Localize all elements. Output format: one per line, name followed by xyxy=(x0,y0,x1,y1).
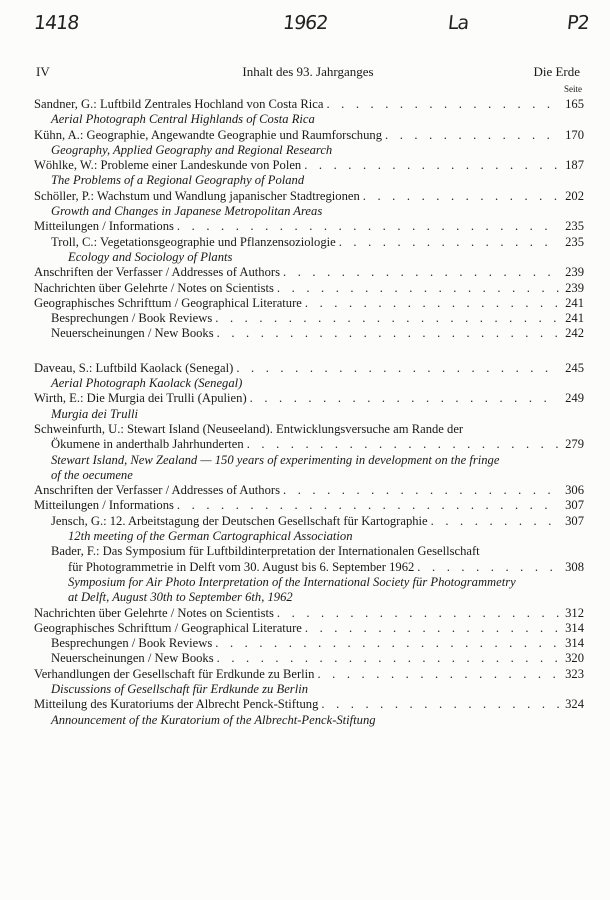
toc-entry xyxy=(34,158,584,189)
page-ref: 235 xyxy=(565,219,584,234)
toc-entry xyxy=(34,219,584,234)
toc-entry xyxy=(34,326,584,341)
entry-title: Anschriften der Verfasser / Addresses of Authors xyxy=(34,265,280,280)
entry-translation: Symposium for Air Photo Interpretation of the International Society für Photogrammetry xyxy=(68,574,516,589)
page-ref: 307 xyxy=(565,498,584,513)
handwritten-number: 1418 xyxy=(32,12,80,34)
page-ref: 242 xyxy=(565,326,584,341)
entry-title: Mitteilung des Kuratoriums der Albrecht Penck-Stiftung xyxy=(34,697,319,712)
page-ref: 241 xyxy=(565,311,584,326)
entry-title: Sandner, G.: Luftbild Zentrales Hochland von Costa Rica xyxy=(34,97,324,111)
page-header xyxy=(36,64,580,82)
page-ref: 241 xyxy=(565,295,584,310)
page-ref: 308 xyxy=(565,559,584,574)
entry-title: Troll, C.: Vegetationsgeographie und Pflanzensoziologie xyxy=(51,234,336,249)
toc-entry xyxy=(34,606,584,621)
entry-title: Neuerscheinungen / New Books xyxy=(51,651,214,666)
page-ref: 323 xyxy=(565,666,584,681)
toc-entry xyxy=(34,498,584,513)
toc-entry xyxy=(34,483,584,498)
entry-title: Neuerscheinungen / New Books xyxy=(51,326,214,341)
entry-title: Bader, F.: Das Symposium für Luftbildinterpretation der Internationalen Gesellschaft xyxy=(51,544,480,559)
entry-title: Wirth, E.: Die Murgia dei Trulli (Apulien) xyxy=(34,391,247,406)
toc-entry xyxy=(34,544,584,605)
journal-name: Die Erde xyxy=(533,64,580,79)
toc-entry xyxy=(34,636,584,651)
entry-translation: Murgia dei Trulli xyxy=(51,406,138,421)
page-ref: 314 xyxy=(565,636,584,651)
toc-entry xyxy=(34,189,584,220)
entry-title: Jensch, G.: 12. Arbeitstagung der Deutschen Gesellschaft für Kartographie xyxy=(51,513,428,528)
page-ref: 187 xyxy=(565,158,584,173)
entry-title-continued: für Photogrammetrie in Delft vom 30. August bis 6. September 1962 xyxy=(68,559,415,574)
page-ref: 245 xyxy=(565,360,584,375)
page-ref: 320 xyxy=(565,651,584,666)
page-ref: 314 xyxy=(565,620,584,635)
entry-translation: The Problems of a Regional Geography of Poland xyxy=(51,173,305,188)
handwritten-code: P2 xyxy=(565,12,590,34)
toc-entry xyxy=(34,296,584,311)
entry-title: Schöller, P.: Wachstum und Wandlung japanischer Stadtregionen xyxy=(34,188,360,203)
toc-entry xyxy=(34,97,584,128)
entry-title: Besprechungen / Book Reviews xyxy=(51,311,213,326)
entry-title-continued: Ökumene in anderthalb Jahrhunderten xyxy=(51,437,244,452)
page-ref: 170 xyxy=(565,127,584,142)
entry-title: Mitteilungen / Informations xyxy=(34,219,174,234)
toc-entry xyxy=(34,514,584,545)
entry-translation: Announcement of the Kuratorium of the Albrecht-Penck-Stiftung xyxy=(51,712,376,727)
entry-title: Daveau, S.: Luftbild Kaolack (Senegal) xyxy=(34,360,234,375)
entry-title: Verhandlungen der Gesellschaft für Erdkunde zu Berlin xyxy=(34,666,315,681)
entry-title: Schweinfurth, U.: Stewart Island (Neuseeland). Entwicklungsversuche am Rande der xyxy=(34,421,464,436)
entry-title: Anschriften der Verfasser / Addresses of Authors xyxy=(34,483,280,498)
page-ref: 312 xyxy=(565,605,584,620)
toc-entry xyxy=(34,235,584,266)
toc-entry xyxy=(34,621,584,636)
handwritten-year: 1962 xyxy=(281,12,329,34)
page-title: Inhalt des 93. Jahrganges xyxy=(242,64,374,79)
toc-entry xyxy=(34,128,584,159)
toc-entry xyxy=(34,281,584,296)
column-label-seite: Seite xyxy=(564,84,582,94)
page-ref: 202 xyxy=(565,188,584,203)
toc-entry xyxy=(34,265,584,280)
handwritten-note: La xyxy=(446,12,470,34)
entry-translation: Ecology and Sociology of Plants xyxy=(68,249,233,264)
page-ref: 279 xyxy=(565,437,584,452)
page-ref: 165 xyxy=(565,97,584,111)
entry-translation-continued: at Delft, August 30th to September 6th, 1962 xyxy=(68,590,293,605)
toc-entry xyxy=(34,422,584,483)
entry-translation: Growth and Changes in Japanese Metropolitan Areas xyxy=(51,204,323,219)
page-ref: 235 xyxy=(565,234,584,249)
toc-entry xyxy=(34,667,584,698)
entry-title: Besprechungen / Book Reviews xyxy=(51,636,213,651)
entry-translation: Geography, Applied Geography and Regional Research xyxy=(51,142,333,157)
entry-translation: Aerial Photograph Central Highlands of Costa Rica xyxy=(51,112,315,127)
entry-translation: Discussions of Gesellschaft für Erdkunde zu Berlin xyxy=(51,681,308,696)
entry-title: Wöhlke, W.: Probleme einer Landeskunde von Polen xyxy=(34,158,302,173)
entry-title: Nachrichten über Gelehrte / Notes on Scientists xyxy=(34,280,274,295)
entry-title: Mitteilungen / Informations xyxy=(34,498,174,513)
page-ref: 324 xyxy=(565,697,584,712)
entry-translation: Stewart Island, New Zealand — 150 years of experimenting in development on the fringe xyxy=(51,452,500,467)
toc-entry xyxy=(34,651,584,666)
toc-entry xyxy=(34,311,584,326)
entry-title: Kühn, A.: Geographie, Angewandte Geographie und Raumforschung xyxy=(34,127,382,142)
page-ref: 239 xyxy=(565,265,584,280)
page-ref: 239 xyxy=(565,280,584,295)
toc-entry xyxy=(34,697,584,728)
toc-entry xyxy=(34,361,584,392)
entry-title: Geographisches Schrifttum / Geographical Literature xyxy=(34,620,302,635)
entry-translation: Aerial Photograph Kaolack (Senegal) xyxy=(51,376,243,391)
table-of-contents xyxy=(34,97,584,728)
page-ref: 249 xyxy=(565,391,584,406)
page-ref: 307 xyxy=(565,513,584,528)
toc-entry xyxy=(34,391,584,422)
entry-title: Geographisches Schrifttum / Geographical Literature xyxy=(34,295,302,310)
entry-translation: 12th meeting of the German Cartographical Association xyxy=(68,529,353,544)
entry-title: Nachrichten über Gelehrte / Notes on Scientists xyxy=(34,605,274,620)
page-ref: 306 xyxy=(565,483,584,498)
page-number: IV xyxy=(36,64,50,79)
entry-translation-continued: of the oecumene xyxy=(51,467,133,482)
